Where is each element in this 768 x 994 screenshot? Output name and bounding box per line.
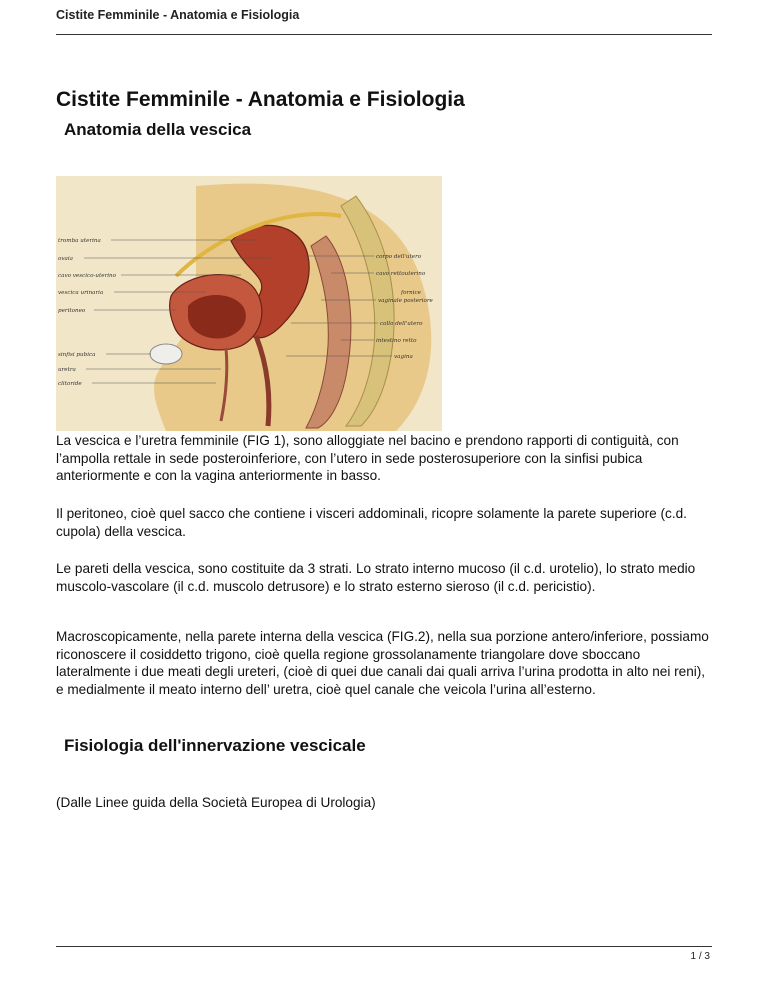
fig-label: tromba uterina [58,238,101,244]
paragraph: Macroscopicamente, nella parete interna della vescica (FIG.2), nella sua porzione antero/inferiore, possiamo riconoscere il cosiddetto trigono, cioè quella regione grossolanamente triangolare dove sboccano lateralmente i due meati degli ureteri, (cioè di quei due canali dai quali arriva l’urina prodotta in alto nei reni), e medialmente il meato interno dell’ uretra, cioè quel canale che veicola l’urina all’esterno. [56,629,709,697]
paragraph: Le pareti della vescica, sono costituite da 3 strati. Lo strato interno mucoso (il c.d. urotelio), lo strato medio muscolo-vascolare (il c.d. muscolo detrusore) e lo strato esterno sieroso (il c.d. pericistio). [56,561,696,594]
fig-label: cavo rettouterino [376,271,426,277]
page-title: Cistite Femminile - Anatomia e Fisiologia [56,88,465,111]
anatomy-figure [56,176,442,431]
fig-label: vescica urinaria [58,290,104,296]
fig-label: fornice [401,290,421,296]
fig-label: cavo vescico-uterino [58,273,117,279]
paragraph: La vescica e l’uretra femminile (FIG 1), sono alloggiate nel bacino e prendono rapporti di contiguità, con l’ampolla rettale in sede posteroinferiore, con l’utero in sede posterosuperiore con la sinfisi pubica anteriormente e con la vagina anteriormente in basso. [56,433,679,483]
page-number: 1 / 3 [690,951,710,962]
running-header: Cistite Femminile - Anatomia e Fisiologia [56,8,300,22]
fig-label: corpo dell'utero [376,254,422,260]
header-rule [56,34,712,35]
fig-label: vaginale posteriore [378,298,433,304]
fig-label: sinfisi pubica [58,352,96,358]
fig-label: uretra [58,367,76,373]
fig-label: collo dell'utero [380,321,423,327]
fig-label: vagina [394,354,413,360]
source-note: (Dalle Linee guida della Società Europea di Urologia) [56,795,376,810]
paragraph: Il peritoneo, cioè quel sacco che contiene i visceri addominali, ricopre solamente la parete superiore (c.d. cupola) della vescica. [56,506,687,539]
fig-label: intestino retto [376,338,417,344]
section-heading-anatomy: Anatomia della vescica [64,120,252,139]
fig-label: clitoride [58,381,82,387]
fig-label: ovaia [58,256,73,262]
footer-rule [56,946,712,947]
fig-label: peritoneo [58,308,86,314]
section-heading-physiology: Fisiologia dell'innervazione vescicale [64,736,366,755]
